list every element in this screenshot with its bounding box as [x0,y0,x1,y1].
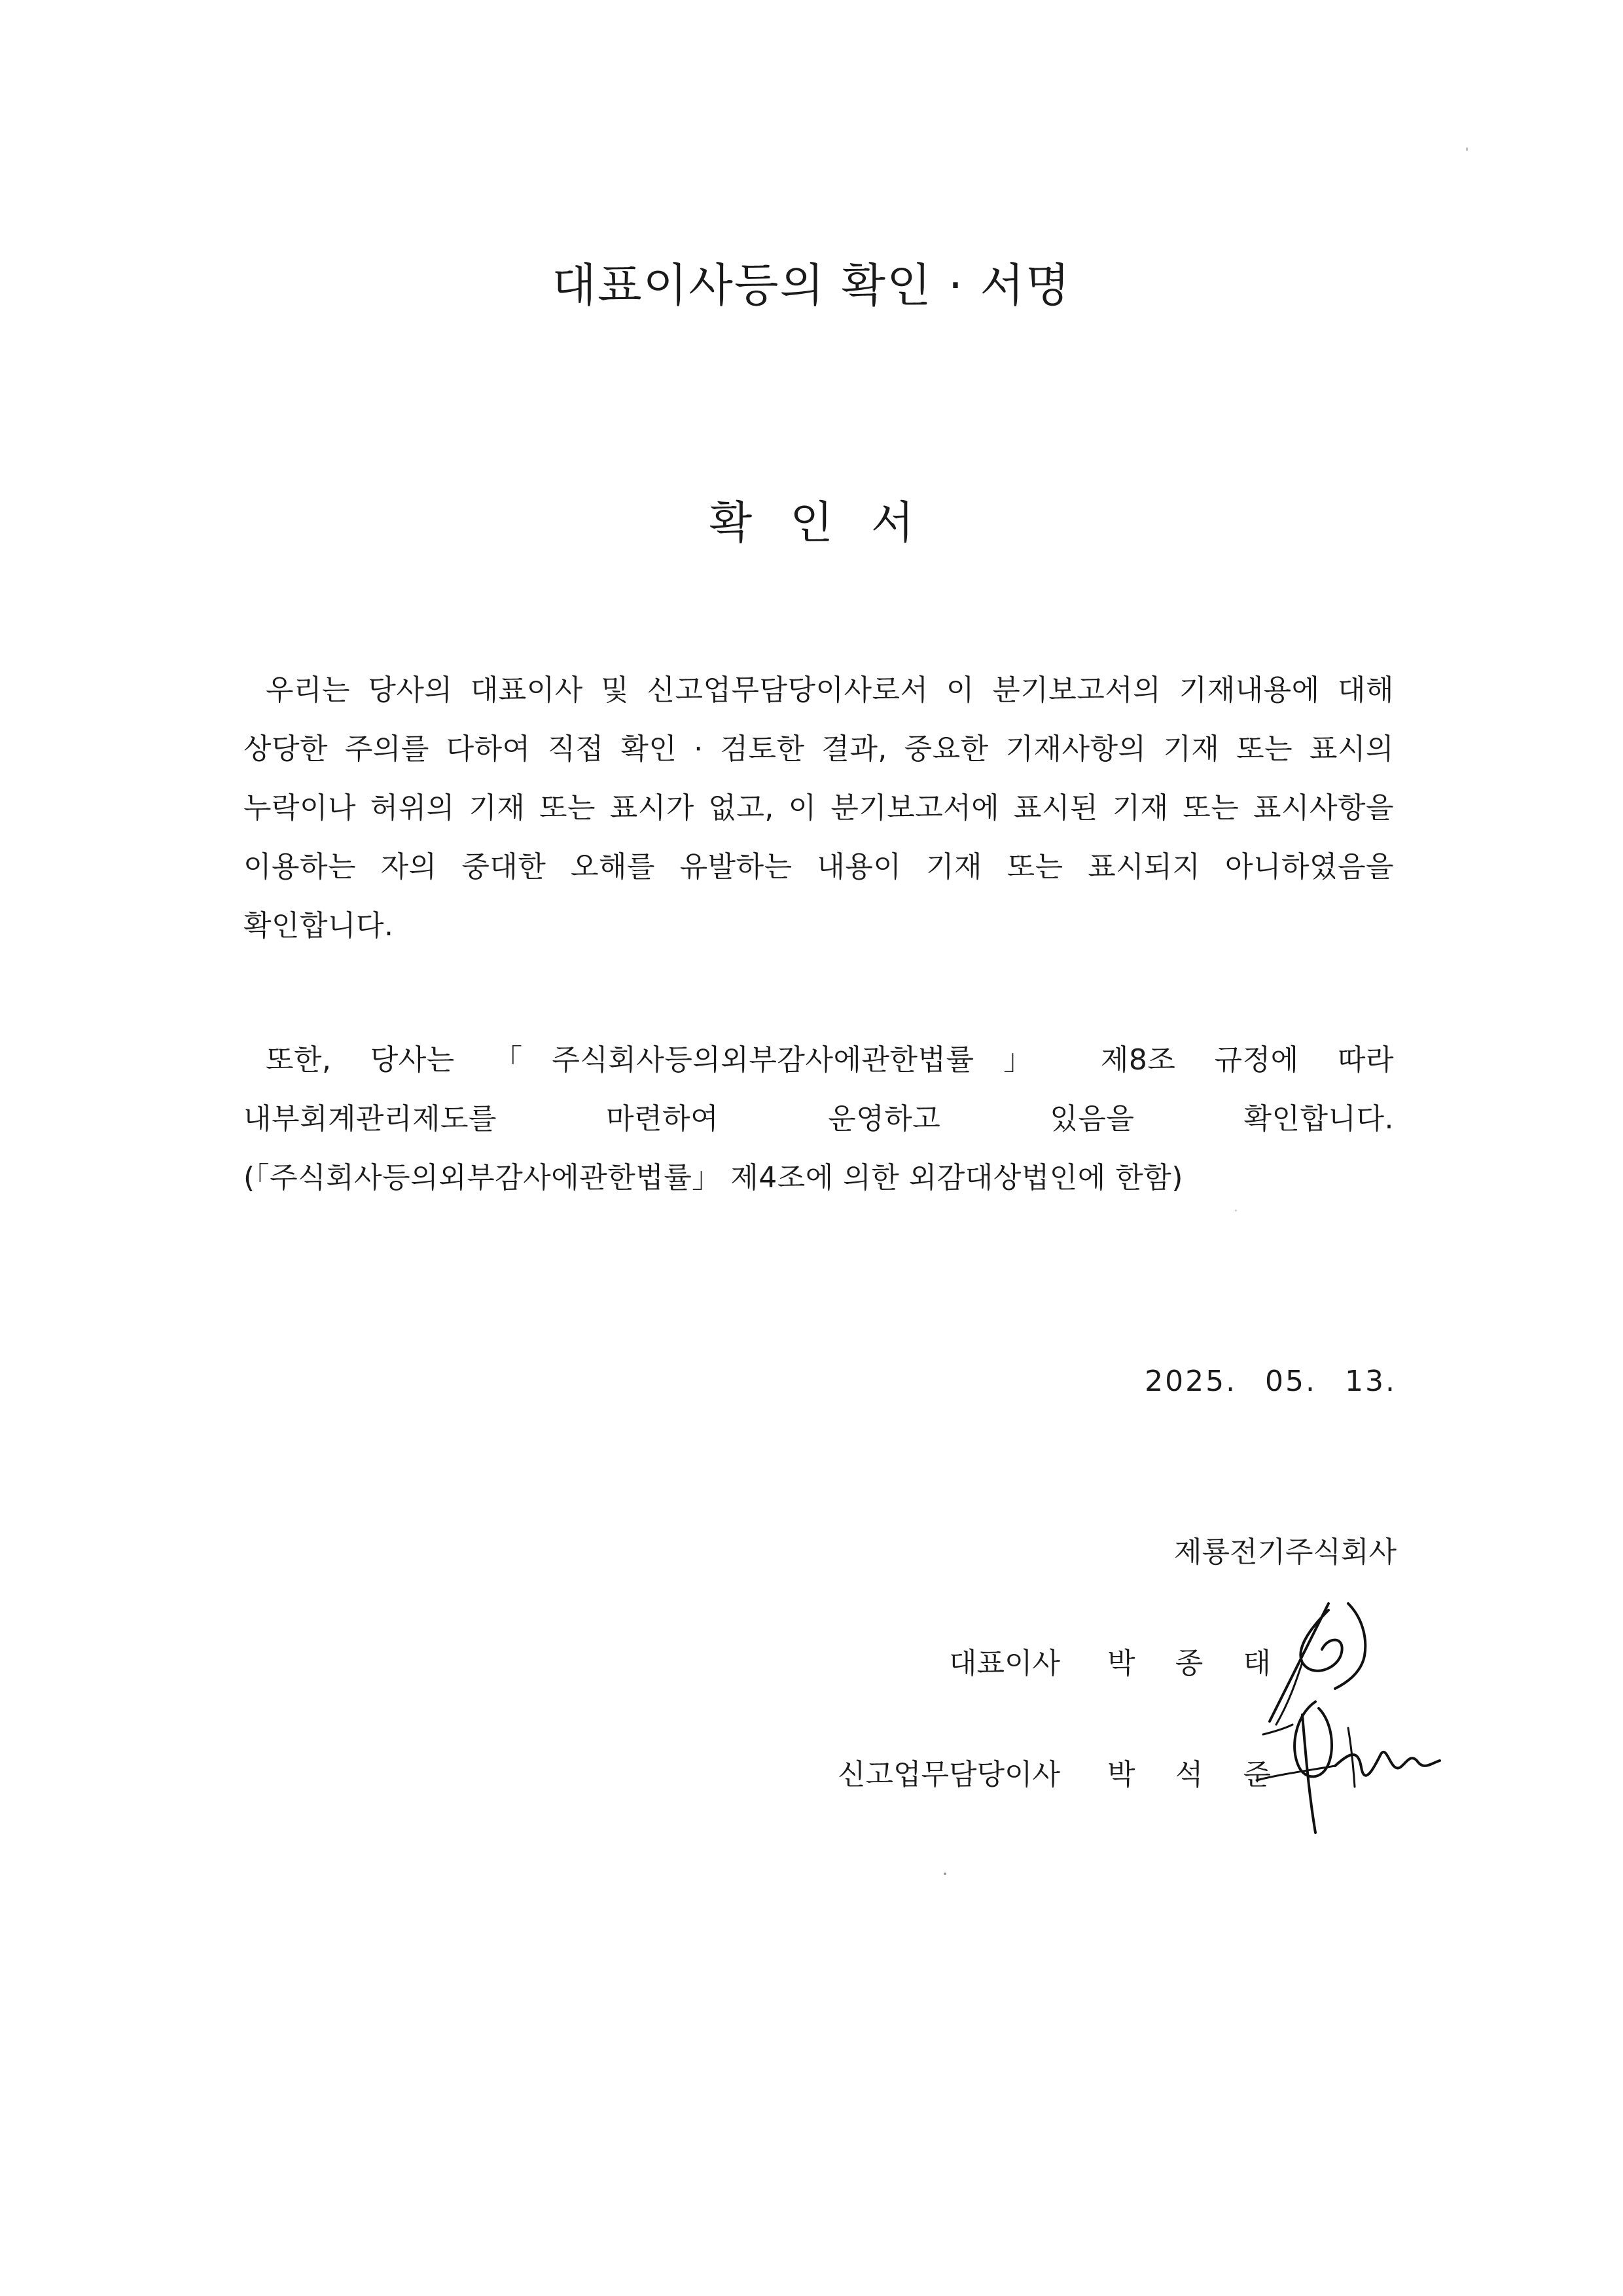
name-char: 박 [1107,1758,1135,1791]
scan-speck [1235,1210,1237,1211]
signatory-role: 대표이사 [948,1647,1060,1680]
name-char: 석 [1175,1758,1204,1791]
company-name: 제룡전기주식회사 [1173,1535,1397,1569]
name-char: 준 [1243,1758,1271,1791]
scan-speck [1466,147,1468,151]
cfo-signature [1243,1689,1479,1839]
signatory-role: 신고업무담당이사 [837,1758,1060,1791]
internal-control-paragraph: 또한, 당사는 「주식회사등의외부감사에관한법률」 제8조 규정에 따라 내부회계관리제도를 마련하여 운영하고 있음을 확인합니다.(「주식회사등의외부감사에관한법률」 제4조에 의한 외감대상법인에 한함) [243,1043,1394,1194]
signatory-name [1107,1640,1271,1681]
document-date: 2025. 05. 13. [1145,1365,1397,1398]
document-subtitle: 확인서 [709,497,952,549]
page-title: 대표이사등의 확인 · 서명 [552,259,1071,312]
name-char: 태 [1243,1647,1271,1680]
confirmation-paragraph: 우리는 당사의 대표이사 및 신고업무담당이사로서 이 분기보고서의 기재내용에 대해 상당한 주의를 다하여 직접 확인 · 검토한 결과, 중요한 기재사항의 기재 또는 표시의 누락이나 허위의 기재 또는 표시가 없고, 이 분기보고서에 표시된 기재 또는 표시사항을 이용하는 자의 중대한 오해를 유발하는 내용이 기재 또는 표시되지 아니하였음을 확인합니다. [243,673,1394,942]
name-char: 종 [1175,1647,1204,1680]
signatory-name [1107,1751,1271,1793]
name-char: 박 [1107,1647,1135,1680]
scan-speck [944,1873,946,1875]
